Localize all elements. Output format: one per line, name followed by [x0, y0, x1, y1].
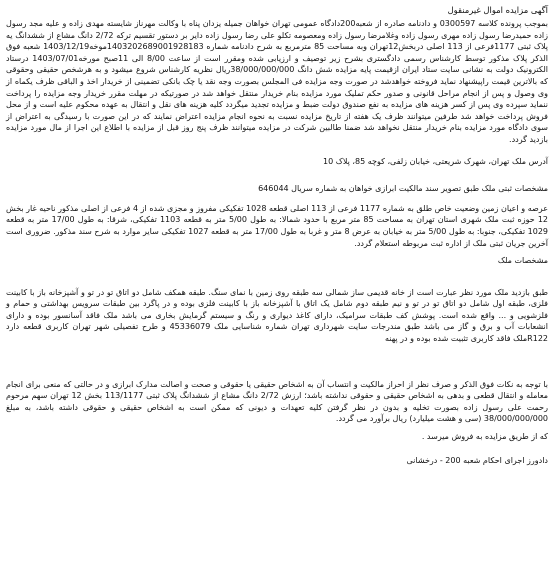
price-note: که از طریق مزایده به فروش میرسد . — [421, 432, 548, 442]
property-address: آدرس ملک تهران، شهرک شریعتی، خیابان زلفی، کوچه 85، پلاک 10 — [322, 156, 548, 166]
property-features: طبق بازدید ملک مورد نظر عبارت است از خانه قدیمی ساز شمالی سه طبقه روی زمین با نمای سنگ. طبقه همکف شامل دو اتاق تو در تو و آشپزخانه باز با کابینت فلزی، طبقه اول شامل دو اتاق تو در تو و نیم طبقه دوم شامل یک اتاق با آشپزخانه باز با کابینت فلزی بوده و در پاگرد بین طبقات سرویس بهداشتی و حمام و فلزشویی و ... واقع شده است. پوشش کف طبقات سرامیک، دارای کاغذ دیواری و رنگ و سیستم گرمایش بخاری می باشد ملک فاقد آسانسور بوده و دارای انشعابات آب و برق و گاز می باشد طبق مندرجات سایت شهرداری تهران شماره شناسایی ملک 45336079 و طرح تفصیلی شهر تهران کاربری قطعه دارد R122ملک فاقد کاربری تثبیت شده بوده و در پهنه — [6, 287, 548, 344]
section-spacer — [6, 275, 548, 287]
notice-title: آگهی مزایده اموال غیرمنقول — [447, 5, 548, 15]
registration-heading: مشخصات ثبتی ملک طبق تصویر سند مالکیت ابرازی خواهان به شماره سریال 646044 — [258, 184, 548, 194]
signature-line: دادورز اجرای احکام شعبه 200 - درخشانی — [406, 455, 548, 465]
valuation-paragraph: با توجه به نکات فوق الذکر و صرف نظر از احراز مالکیت و انتساب آن به اشخاص حقیقی یا حقوقی و صحت و اصالت مدارک ابرازی و در حالتی که منعی برای انجام معامله و انتقال قطعی و بدهی به اشخاص حقیقی و حقوقی نداشته باشد؛ ارزش 2/72 دانگ مشاع از ششدانگ پلاک ثبتی 113/1177 بخش 12 تهران سهم مرحوم رحمت علی رسول زاده بصورت تخلیه و بدون در نظر گرفتن کلیه تعهدات و دیونی که ممکن است به اشخاص حقیقی و حقوقی داشته باشد، به مبلغ 38/000/000/000 (سی و هشت میلیارد) ریال برآورد می گردد. — [6, 379, 548, 424]
notice-intro-paragraph: بموجب پرونده کلاسه 0300597 و دادنامه صادره از شعبه200دادگاه عمومی تهران خواهان جمیله یزدان پناه با وکالت مهرناز شایسته مهدی زاده و علیه مجد رسول زاده حمیدرضا رسول زاده مهری رسول زاده وغلامرضا رسول زاده ومعصومه تکلو علی رضا رسول زاده دایر بر دستور تقسیم ترکه 2/72 دانگ مشاع از ششدانگ یه پلاک ثبتی 1177فرعی از 113 اصلی دربخش12تهران وبه مساحت 85 مترمربع به شرح دادنامه شماره 1403202689001928183موخه1403/12/19 شعبه فوق الذکر پلاک مذکور توسط کارشناس رسمی دادگستری بشرح زیر توصیف و ارزیابی شده ومقرر است از ساعت 8/00 الی 11صبح مورخه1403/07/01 درستاد الکترونیک دولت به نشانی سایت ستاد ایران ازقیمت پایه مزایده شش دانگ 38/000/000/000ریال نظریه کارشناس شروع میشود و به هرشخص حقیقی وحقوقی که بالاترین قیمت راپیشنهاد نماید فروخته خواهدشد در صورت وجه مزایده فی المجلس بصورت وجه نقد یا چک بانکی تضمینی از خریدار اخذ و الباقی ظرف یکماه از وی وصول و پس از انجام مراحل قانونی و صدور حکم تملیک مورد مزایده بنام خریدار منتقل خواهد شد در صورتیکه در مهلت مقرر خریدار وجه مزایده را پرداخت ننماید سپرده وی پس از کسر هزینه های مزایده به نفع صندوق دولت ضبط و مزایده تجدید میگردد کلیه هزینه های نقل و انتقال به عهده محکوم علیه است و از محل فروش پرداخت خواهد شد طرفین میتوانند ظرف یک هفته از تاریخ مزایده نسبت به نحوه انجام مزایده اعتراض نمایند که در این صورت با رسیدگی به اعتراض از سوی دادگاه مورد مزایده بنام خریدار منتقل نخواهد شد ضمنا طالبین شرکت در مزایده میتوانند ظرف پنج روز قبل از مزایده با اطلاع این اجرا از مال مورد مزایده بازدید گردد. — [6, 19, 549, 144]
section-spacer — [6, 351, 548, 369]
registration-details: عرصه و اعیان زمین وضعیت خاص طلق به شماره 1177 فرعی از 113 اصلی قطعه 1028 تفکیکی مفروز و مجزی شده از 4 فرعی از اصلی مذکور ناحیه غار بخش 12 حوزه ثبت ملک شهری استان تهران به مساحت 85 متر مربع با حدود شمالا: به طول 5/00 متر به قطعه 1103 تفکیکی، شرقا: به طول 17/00 متر به قطعه 1029 تفکیکی، جنوبا: به طول 5/00 متر به خیابان به عرض 8 متر و غربا به طول 17/00 متر به قطعه 1027 تفکیکی سایر موارد به شرح سند مذکور. ضروری است آخرین جریان ثبتی ملک از اداره ثبت مربوطه استعلام گردد. — [6, 203, 548, 248]
features-heading: مشخصات ملک — [497, 256, 548, 266]
